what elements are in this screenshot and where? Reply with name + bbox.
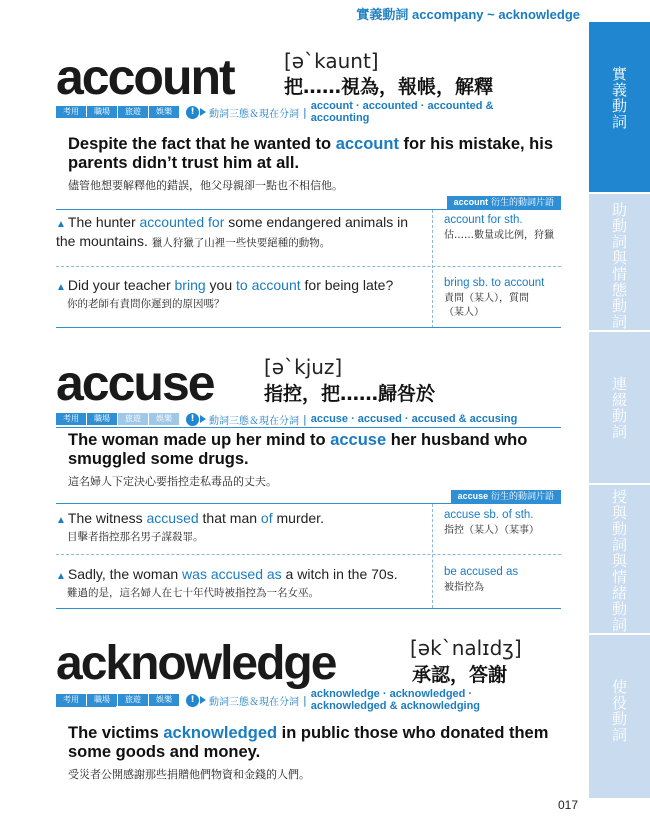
phrase: accuse sb. of sth. xyxy=(444,509,534,521)
tag-travel: 旅遊 xyxy=(118,106,148,118)
exclamation-icon: ! xyxy=(186,106,199,119)
sub-example: ▲ The hunter accounted for some endangered animals in the mountains. 獵人狩獵了山裡一些快要絕種的動物。 xyxy=(56,214,409,249)
separator: | xyxy=(303,412,307,426)
section-divider xyxy=(56,608,561,609)
tag-bar xyxy=(56,688,561,712)
main-example-translation: 儘管他想要解釋他的錯誤，他父母親卻一點也不相信他。 xyxy=(68,179,343,192)
tab-linking-verbs[interactable]: 連綴動詞 xyxy=(589,332,650,485)
triangle-bullet-icon: ▲ xyxy=(56,219,66,230)
tag-entertainment: 娛樂 xyxy=(149,106,179,118)
tag-exam: 考用 xyxy=(56,694,86,706)
chapter-tabs xyxy=(589,22,650,800)
sub-example-translation: 獵人狩獵了山裡一些快要絕種的動物。 xyxy=(151,237,331,249)
triangle-bullet-icon: ▲ xyxy=(56,571,66,582)
meaning: 承認，答謝 xyxy=(412,664,508,686)
meaning: 指控，把……歸咎於 xyxy=(264,383,436,405)
sub-example: ▲ The witness accused that man of murder. xyxy=(56,510,324,526)
tag-workplace: 職場 xyxy=(87,694,117,706)
sub-example-translation: 難過的是，這名婦人在七十年代時被指控為一名女巫。 xyxy=(67,587,319,599)
phrase: bring sb. to account xyxy=(444,277,545,289)
phrase: account for sth. xyxy=(444,214,523,226)
tab-auxiliary-modal-verbs[interactable]: 助動詞與情態動詞 xyxy=(589,194,650,332)
derived-phrases-title: account 衍生的動詞片語 xyxy=(447,196,561,209)
arrow-right-icon xyxy=(200,696,206,704)
main-example-translation: 受災者公開感謝那些捐贈他們物資和金錢的人們。 xyxy=(68,768,310,781)
tag-exam: 考用 xyxy=(56,413,86,425)
main-example: Despite the fact that he wanted to account for his mistake, his parents didn’t trust him at all. xyxy=(68,135,554,172)
sub-example: ▲ Did your teacher bring you to account for being late? xyxy=(56,277,394,293)
arrow-right-icon xyxy=(200,415,206,423)
highlight-word: acknowledged xyxy=(163,724,278,742)
phonetic: [əkˋnalɪdʒ] xyxy=(410,636,522,660)
phrase-translation: 估……數量或比例，狩獵 xyxy=(444,230,554,241)
inflection-label: 動詞三態＆現在分詞 xyxy=(209,415,299,427)
triangle-bullet-icon: ▲ xyxy=(56,515,66,526)
tag-bar xyxy=(56,411,561,427)
row-divider xyxy=(56,266,561,267)
tag-entertainment: 娛樂 xyxy=(149,413,179,425)
tag-exam: 考用 xyxy=(56,106,86,118)
tag-travel: 旅遊 xyxy=(118,413,148,425)
inflection-label: 動詞三態＆現在分詞 xyxy=(209,108,299,120)
phrase-translation: 指控（某人）（某事） xyxy=(444,525,539,536)
main-example: The victims acknowledged in public those who donated them some goods and money. xyxy=(68,724,549,761)
highlight-word: account xyxy=(335,135,399,153)
main-example: The woman made up her mind to accuse her husband who smuggled some drugs. xyxy=(68,431,528,468)
tag-travel: 旅遊 xyxy=(118,694,148,706)
phrase: be accused as xyxy=(444,566,519,578)
sub-example: ▲ Sadly, the woman was accused as a witch in the 70s. xyxy=(56,566,398,582)
phrase-translation: 被指控為 xyxy=(444,582,484,593)
separator: | xyxy=(303,105,307,119)
tag-workplace: 職場 xyxy=(87,106,117,118)
phonetic: [əˋkjuz] xyxy=(264,355,343,379)
tag-underline xyxy=(56,706,116,707)
tag-workplace: 職場 xyxy=(87,413,117,425)
column-divider xyxy=(432,504,433,608)
tag-underline xyxy=(56,117,116,118)
derived-divider xyxy=(56,503,561,504)
exclamation-icon: ! xyxy=(186,694,199,707)
phrase-translation: 責問（某人），質問（某人） xyxy=(444,293,529,318)
running-header: 實義動詞 accompany ~ acknowledge xyxy=(356,7,580,22)
sub-example-translation: 你的老師有責問你遲到的原因嗎？ xyxy=(67,298,225,310)
headword: account xyxy=(56,49,234,105)
phonetic: [əˋkaunt] xyxy=(284,49,379,73)
arrow-right-icon xyxy=(200,108,206,116)
triangle-bullet-icon: ▲ xyxy=(56,282,66,293)
tab-causative-verbs[interactable]: 使役動詞 xyxy=(589,635,650,800)
verb-forms: accuse · accused · accused & accusing xyxy=(310,413,518,425)
headword: acknowledge xyxy=(56,637,336,690)
tag-bar xyxy=(56,100,561,124)
tab-dative-emotive-verbs[interactable]: 授與動詞與情緒動詞 xyxy=(589,485,650,635)
inflection-label: 動詞三態＆現在分詞 xyxy=(209,696,299,708)
tag-entertainment: 娛樂 xyxy=(149,694,179,706)
headword: accuse xyxy=(56,355,214,411)
section-divider xyxy=(56,327,561,328)
verb-forms: acknowledge · acknowledged · acknowledged & acknowledging xyxy=(310,688,481,712)
sub-example-translation: 目擊者指控那名男子謀殺罪。 xyxy=(67,531,204,543)
separator: | xyxy=(303,693,307,707)
page-number: 017 xyxy=(558,798,579,812)
exclamation-icon: ! xyxy=(186,413,199,426)
main-example-translation: 這名婦人下定決心要指控走私毒品的丈夫。 xyxy=(68,475,277,488)
derived-phrases-title: accuse 衍生的動詞片語 xyxy=(451,490,561,503)
derived-divider xyxy=(56,209,561,210)
tab-substantive-verbs[interactable]: 實義動詞 xyxy=(589,22,650,194)
tag-underline xyxy=(56,427,561,428)
verb-forms: account · accounted · accounted & accounting xyxy=(310,100,494,124)
highlight-word: accuse xyxy=(330,431,387,449)
meaning: 把……視為，報帳，解釋 xyxy=(284,76,494,98)
column-divider xyxy=(432,210,433,328)
row-divider xyxy=(56,554,561,555)
